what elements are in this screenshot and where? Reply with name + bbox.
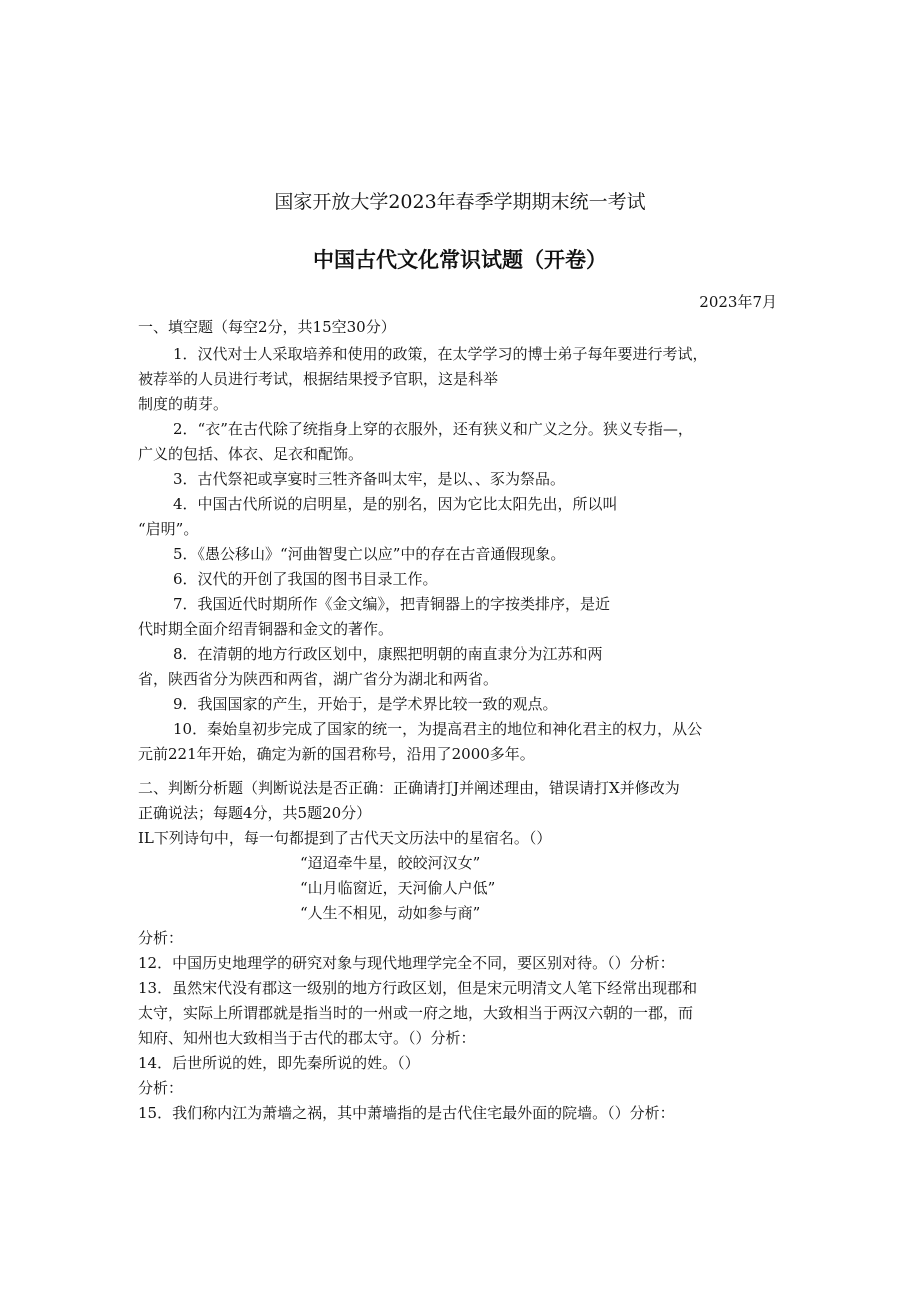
q2-line2: 广义的包括、体衣、足衣和配饰。	[138, 445, 364, 463]
q13-line2: 太守，实际上所谓郡就是指当时的一州或一府之地，大致相当于两汉六朝的一郡，而	[138, 1004, 694, 1022]
paper-title: 中国古代文化常识试题（开卷）	[313, 248, 607, 272]
exam-title: 国家开放大学2023年春季学期期末统一考试	[274, 191, 646, 213]
q1-line3: 制度的萌芽。	[138, 395, 229, 413]
section2-heading-line2: 正确说法；每题4分，共5题20分）	[138, 804, 372, 822]
q14-analysis: 分析：	[138, 1079, 184, 1097]
q3-line1: 3．古代祭祀或享宴时三牲齐备叫太牢，是以、、豕为祭品。	[173, 470, 566, 488]
q13-line1: 13．虽然宋代没有郡这一级别的地方行政区划，但是宋元明清文人笔下经常出现郡和	[138, 979, 698, 997]
q6-line1: 6．汉代的开创了我国的图书目录工作。	[173, 570, 438, 588]
q11-line1: IL下列诗句中，每一句都提到了古代天文历法中的星宿名。（）	[138, 829, 552, 847]
q11-poem1: “迢迢牵牛星，皎皎河汉女”	[300, 854, 481, 872]
q14-line1: 14．后世所说的姓，即先秦所说的姓。（）	[138, 1054, 420, 1072]
q8-line2: 省，陕西省分为陕西和两省，湖广省分为湖北和两省。	[138, 670, 499, 688]
q1-line1: 1．汉代对士人采取培养和使用的政策，在太学学习的博士弟子每年要进行考试，	[173, 345, 708, 363]
q11-poem3: “人生不相见，动如参与商”	[300, 904, 481, 922]
q10-line2: 元前221年开始，确定为新的国君称号，沿用了2000多年。	[138, 745, 535, 763]
q10-line1: 10．秦始皇初步完成了国家的统一，为提高君主的地位和神化君主的权力，从公	[173, 720, 703, 738]
q9-line1: 9．我国国家的产生，开始于，是学术界比较一致的观点。	[173, 695, 558, 713]
q13-line3: 知府、知州也大致相当于古代的郡太守。（）分析：	[138, 1029, 476, 1047]
q4-line1: 4．中国古代所说的启明星，是的别名，因为它比太阳先出，所以叫	[173, 495, 618, 513]
exam-date: 2023年7月	[699, 293, 777, 311]
q15-line1: 15．我们称内江为萧墙之祸，其中萧墙指的是古代住宅最外面的院墙。（）分析：	[138, 1104, 675, 1122]
q11-analysis: 分析：	[138, 929, 184, 947]
q11-poem2: “山月临窗近，天河偷人户低”	[300, 879, 496, 897]
section1-heading: 一、填空题（每空2分，共15空30分）	[138, 318, 396, 336]
q2-line1: 2．“衣”在古代除了统指身上穿的衣服外，还有狭义和广义之分。狭义专指—，	[173, 420, 693, 438]
q7-line2: 代时期全面介绍青铜器和金文的著作。	[138, 620, 394, 638]
q7-line1: 7．我国近代时期所作《金文编》，把青铜器上的字按类排序，是近	[173, 595, 611, 613]
q1-line2: 被荐举的人员进行考试，根据结果授予官职，这是科举	[138, 370, 499, 388]
q12-line1: 12．中国历史地理学的研究对象与现代地理学完全不同，要区别对待。（）分析：	[138, 954, 675, 972]
q5-line1: 5．《愚公移山》“河曲智叟亡以应”中的存在古音通假现象。	[173, 545, 566, 563]
q8-line1: 8．在清朝的地方行政区划中，康熙把明朝的南直隶分为江苏和两	[173, 645, 603, 663]
section2-heading-line1: 二、判断分析题（判断说法是否正确：正确请打J并阐述理由，错误请打X并修改为	[138, 779, 680, 797]
q4-line2: “启明”。	[138, 520, 199, 538]
